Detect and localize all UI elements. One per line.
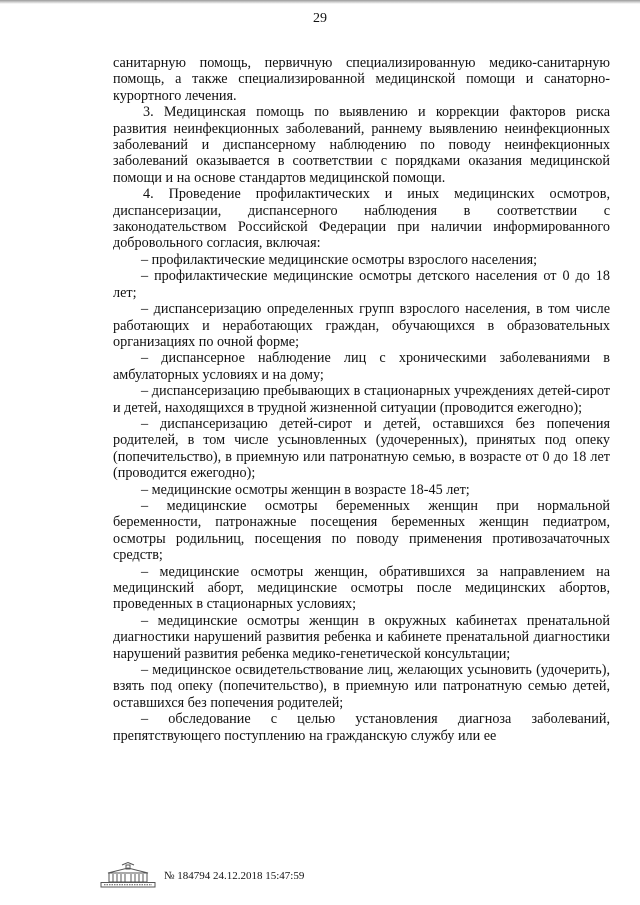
- government-building-stamp-icon: [100, 862, 156, 888]
- paragraph: 4. Проведение профилактических и иных медицинских осмотров, диспансеризации, диспансерного наблюдения в соответствии с законодательством Российской Федерации при наличии информированного добровольного согласия, включая:: [113, 186, 610, 252]
- document-registration-stamp: № 184794 24.12.2018 15:47:59: [164, 870, 305, 882]
- list-item: – профилактические медицинские осмотры взрослого населения;: [141, 251, 538, 268]
- scan-top-edge: [0, 0, 640, 4]
- page-number: 29: [313, 11, 327, 26]
- list-item: – диспансеризацию пребывающих в стационарных учреждениях детей-сирот и детей, находящихся в трудной жизненной ситуации (проводится ежегодно);: [113, 383, 610, 416]
- list-item: – медицинские осмотры женщин в возрасте 18-45 лет;: [141, 481, 470, 498]
- document-footer: [100, 862, 400, 888]
- list-item: – обследование с целью установления диагноза заболеваний, препятствующего поступлению на гражданскую службу или ее: [113, 711, 610, 744]
- list-item: – диспансерное наблюдение лиц с хроническими заболеваниями в амбулаторных условиях и на дому;: [113, 350, 610, 383]
- paragraph: санитарную помощь, первичную специализированную медико-санитарную помощь, а также специализированной медицинской помощи и санаторно-курортного лечения.: [113, 55, 610, 104]
- paragraph: 3. Медицинская помощь по выявлению и коррекции факторов риска развития неинфекционных заболеваний, раннему выявлению неинфекционных заболеваний и диспансерному наблюдению по поводу неинфекционных заболеваний оказывается в соответствии с порядками оказания медицинской помощи и на основе стандартов медицинской помощи.: [113, 104, 610, 186]
- list-item: – диспансеризацию детей-сирот и детей, оставшихся без попечения родителей, в том числе усыновленных (удочеренных), принятых под опеку (попечительство), в приемную или патронатную семью, в возрасте от 0 до 18 лет (проводится ежегодно);: [113, 415, 610, 482]
- list-item: – диспансеризацию определенных групп взрослого населения, в том числе работающих и неработающих граждан, обучающихся в образовательных организациях по очной форме;: [113, 301, 610, 350]
- document-body: [113, 55, 610, 744]
- list-item: – профилактические медицинские осмотры детского населения от 0 до 18 лет;: [113, 268, 610, 301]
- list-item: – медицинские осмотры женщин в окружных кабинетах пренатальной диагностики нарушений развития ребенка и кабинете пренатальной диагностики нарушений развития ребенка медико-генетической консультации;: [113, 612, 610, 662]
- list-item: – медицинские осмотры женщин, обратившихся за направлением на медицинский аборт, медицинские осмотры после медицинских абортов, проведенных в стационарных условиях;: [113, 563, 610, 613]
- list-item: – медицинское освидетельствование лиц, желающих усыновить (удочерить), взять под опеку (попечительство), в приемную или патронатную семью детей, оставшихся без попечения родителей;: [113, 662, 610, 711]
- list-item: – медицинские осмотры беременных женщин при нормальной беременности, патронажные посещения беременных женщин педиатром, осмотры родильниц, посещения по поводу применения противозачаточных средств;: [113, 497, 610, 564]
